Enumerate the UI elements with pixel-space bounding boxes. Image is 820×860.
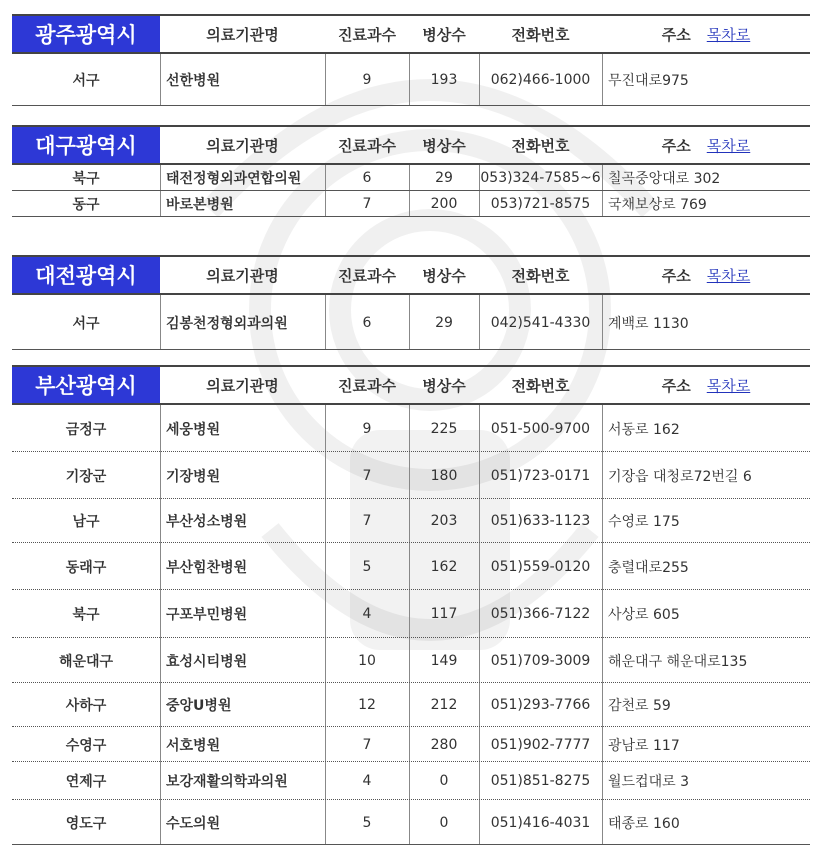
table-row xyxy=(12,727,810,762)
region-label: 대구광역시 xyxy=(12,127,160,163)
cell-phone: 051)416-4031 xyxy=(490,814,591,831)
cell-hospital: 중앙U병원 xyxy=(166,698,232,714)
column-header-address xyxy=(602,367,810,403)
cell-address: 국채보상로 769 xyxy=(608,197,707,213)
column-header-label: 병상수 xyxy=(422,266,466,285)
table-row xyxy=(12,499,810,543)
row-separator xyxy=(12,844,810,845)
table-row xyxy=(12,405,810,452)
district-name: 남구 xyxy=(72,514,100,530)
cell-phone: 051)902-7777 xyxy=(490,736,591,753)
cell-beds: 203 xyxy=(430,513,458,529)
cell-phone: 051)723-0171 xyxy=(490,467,591,484)
column-header-label: 전화번호 xyxy=(511,25,570,44)
cell-depts: 12 xyxy=(358,697,376,713)
region-label: 광주광역시 xyxy=(12,16,160,52)
toc-link[interactable]: 목차로 xyxy=(706,136,751,155)
cell-address: 수영로 175 xyxy=(608,514,680,530)
cell-beds: 180 xyxy=(430,467,458,484)
row-separator xyxy=(12,105,810,106)
toc-link[interactable]: 목차로 xyxy=(706,266,751,285)
district-name: 서구 xyxy=(72,315,100,332)
column-header-label: 병상수 xyxy=(422,25,466,44)
district-name: 연제구 xyxy=(65,774,107,790)
cell-hospital: 구포부민병원 xyxy=(166,607,248,623)
region-section xyxy=(12,14,810,106)
cell-depts: 7 xyxy=(362,736,372,753)
cell-hospital: 보강재활의학과의원 xyxy=(166,774,288,790)
cell-beds: 225 xyxy=(430,420,458,437)
cell-beds: 212 xyxy=(430,697,458,713)
column-header-label: 전화번호 xyxy=(511,376,570,395)
table-row xyxy=(12,165,810,191)
column-header-hospital xyxy=(160,257,325,293)
column-header-phone xyxy=(479,16,602,52)
column-header-label: 전화번호 xyxy=(511,266,570,285)
column-header-label: 주소 xyxy=(661,376,691,395)
cell-beds: 29 xyxy=(435,170,453,186)
column-header-phone xyxy=(479,367,602,403)
column-header-depts xyxy=(325,127,409,163)
table-row xyxy=(12,800,810,845)
column-header-address xyxy=(602,127,810,163)
column-header-label: 의료기관명 xyxy=(206,266,279,285)
table-row xyxy=(12,54,810,106)
cell-address: 해운대구 해운대로135 xyxy=(608,653,748,670)
cell-depts: 7 xyxy=(362,513,372,529)
table-row xyxy=(12,762,810,800)
cell-phone: 051)366-7122 xyxy=(490,606,591,622)
cell-phone: 053)721-8575 xyxy=(490,196,591,212)
column-header-label: 주소 xyxy=(661,25,691,44)
cell-depts: 10 xyxy=(358,652,376,669)
cell-hospital: 부산힘찬병원 xyxy=(166,559,248,576)
cell-address: 서동로 162 xyxy=(608,421,680,438)
cell-hospital: 세웅병원 xyxy=(166,421,221,438)
cell-address: 사상로 605 xyxy=(608,607,680,623)
column-header-beds xyxy=(409,127,479,163)
cell-depts: 4 xyxy=(362,606,372,622)
cell-beds: 193 xyxy=(430,72,458,88)
column-header-label: 진료과수 xyxy=(338,136,396,155)
cell-beds: 117 xyxy=(430,606,458,622)
column-header-beds xyxy=(409,367,479,403)
column-header-phone xyxy=(479,257,602,293)
cell-depts: 9 xyxy=(362,72,372,88)
district-name: 서구 xyxy=(72,73,100,89)
table-header xyxy=(12,125,810,165)
cell-depts: 6 xyxy=(362,314,372,331)
cell-phone: 062)466-1000 xyxy=(490,72,591,88)
toc-link[interactable]: 목차로 xyxy=(706,25,751,44)
column-header-label: 진료과수 xyxy=(338,266,396,285)
cell-phone: 051)851-8275 xyxy=(490,773,591,789)
cell-hospital: 선한병원 xyxy=(166,73,221,89)
column-header-beds xyxy=(409,16,479,52)
cell-depts: 9 xyxy=(362,420,372,437)
cell-depts: 5 xyxy=(362,558,372,575)
table-row xyxy=(12,191,810,217)
column-header-depts xyxy=(325,257,409,293)
cell-address: 무진대로975 xyxy=(608,73,689,89)
cell-hospital: 태전정형외과연합의원 xyxy=(166,171,302,187)
cell-beds: 200 xyxy=(430,196,458,212)
table-row xyxy=(12,452,810,499)
cell-depts: 7 xyxy=(362,467,372,484)
cell-hospital: 효성시티병원 xyxy=(166,653,248,670)
column-header-address xyxy=(602,16,810,52)
column-header-depts xyxy=(325,367,409,403)
table-header xyxy=(12,255,810,295)
district-name: 기장군 xyxy=(65,468,107,485)
cell-address: 광남로 117 xyxy=(608,737,680,754)
column-header-hospital xyxy=(160,16,325,52)
row-separator xyxy=(12,349,810,350)
column-header-label: 병상수 xyxy=(422,136,466,155)
table-row xyxy=(12,683,810,727)
district-name: 북구 xyxy=(72,171,100,187)
row-separator xyxy=(12,216,810,217)
cell-phone: 051)709-3009 xyxy=(490,652,591,669)
column-header-label: 의료기관명 xyxy=(206,376,279,395)
cell-beds: 162 xyxy=(430,558,458,575)
cell-phone: 051-500-9700 xyxy=(490,420,591,437)
district-name: 영도구 xyxy=(65,815,107,832)
column-header-label: 전화번호 xyxy=(511,136,570,155)
cell-address: 계백로 1130 xyxy=(608,315,689,332)
cell-hospital: 바로본병원 xyxy=(166,197,234,213)
column-header-hospital xyxy=(160,127,325,163)
region-section xyxy=(12,125,810,217)
district-name: 동래구 xyxy=(65,559,107,576)
table-row xyxy=(12,543,810,590)
table-row xyxy=(12,590,810,638)
district-name: 북구 xyxy=(72,607,100,623)
table-header xyxy=(12,14,810,54)
district-name: 금정구 xyxy=(65,421,107,438)
cell-hospital: 부산성소병원 xyxy=(166,514,248,530)
district-name: 동구 xyxy=(72,197,100,213)
cell-phone: 053)324-7585~6 xyxy=(480,170,601,186)
column-header-label: 의료기관명 xyxy=(206,136,279,155)
toc-link[interactable]: 목차로 xyxy=(706,376,751,395)
column-header-address xyxy=(602,257,810,293)
cell-address: 감천로 59 xyxy=(608,698,671,714)
cell-phone: 042)541-4330 xyxy=(490,314,591,331)
region-section xyxy=(12,255,810,350)
table-row xyxy=(12,638,810,683)
cell-depts: 5 xyxy=(362,814,372,831)
cell-beds: 280 xyxy=(430,736,458,753)
district-name: 사하구 xyxy=(65,698,107,714)
cell-hospital: 김봉천정형외과의원 xyxy=(166,315,288,332)
cell-beds: 149 xyxy=(430,652,458,669)
region-label: 대전광역시 xyxy=(12,257,160,293)
district-name: 수영구 xyxy=(65,737,107,754)
cell-depts: 6 xyxy=(362,170,372,186)
column-header-label: 진료과수 xyxy=(338,376,396,395)
cell-hospital: 서호병원 xyxy=(166,737,221,754)
cell-address: 칠곡중앙대로 302 xyxy=(608,171,721,187)
cell-beds: 0 xyxy=(439,814,449,831)
column-header-phone xyxy=(479,127,602,163)
cell-phone: 051)633-1123 xyxy=(490,513,591,529)
table-row xyxy=(12,295,810,350)
column-header-depts xyxy=(325,16,409,52)
column-header-label: 병상수 xyxy=(422,376,466,395)
cell-depts: 7 xyxy=(362,196,372,212)
column-header-label: 주소 xyxy=(661,136,691,155)
cell-depts: 4 xyxy=(362,773,372,789)
column-header-beds xyxy=(409,257,479,293)
column-header-label: 주소 xyxy=(661,266,691,285)
cell-phone: 051)559-0120 xyxy=(490,558,591,575)
cell-phone: 051)293-7766 xyxy=(490,697,591,713)
cell-beds: 0 xyxy=(439,773,449,789)
cell-address: 태종로 160 xyxy=(608,815,680,832)
region-section xyxy=(12,365,810,845)
column-header-label: 진료과수 xyxy=(338,25,396,44)
district-name: 해운대구 xyxy=(58,653,114,670)
cell-hospital: 기장병원 xyxy=(166,468,221,485)
cell-address: 기장읍 대청로72번길 6 xyxy=(608,468,752,485)
column-header-hospital xyxy=(160,367,325,403)
table-header xyxy=(12,365,810,405)
cell-beds: 29 xyxy=(435,314,453,331)
cell-hospital: 수도의원 xyxy=(166,815,221,832)
cell-address: 월드컵대로 3 xyxy=(608,774,689,790)
cell-address: 충렬대로255 xyxy=(608,559,689,576)
region-label: 부산광역시 xyxy=(12,367,160,403)
column-header-label: 의료기관명 xyxy=(206,25,279,44)
